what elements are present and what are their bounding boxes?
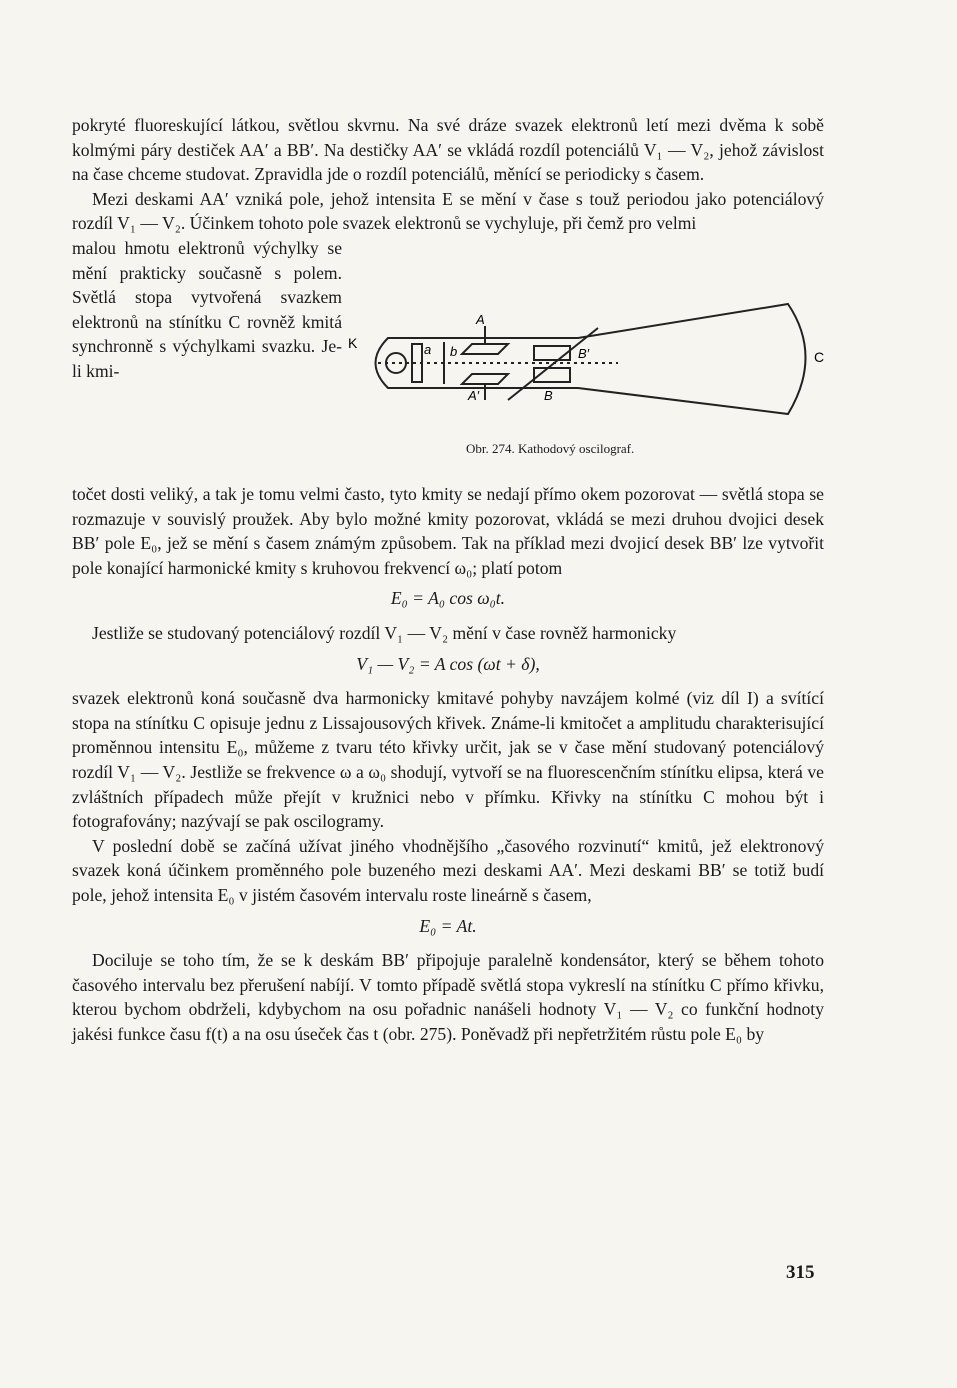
plate-A-prime [462, 374, 508, 384]
label-A: A [476, 312, 485, 327]
label-C: C [814, 349, 825, 365]
equation-1: E₀ = A₀ cos ω₀t. [390, 588, 506, 609]
label-B-prime: B′ [578, 346, 590, 361]
paragraph-3: Jestliže se studovaný potenciálový rozdíl V₁ — V₂ mění v čase rovněž harmonicky [92, 622, 677, 643]
plate-A [462, 344, 508, 354]
page-number: 315 [786, 1262, 815, 1283]
tube-outline [376, 304, 806, 414]
label-b: b [450, 344, 458, 359]
label-B: B [544, 388, 553, 403]
label-a: a [424, 342, 432, 357]
label-K: K [348, 335, 358, 351]
label-A-prime: A′ [468, 388, 480, 403]
equation-2: V₁ — V₂ = A cos (ωt + δ), [356, 653, 540, 674]
paragraph-2c: točet dosti veliký, a tak je tomu velmi často, tyto kmity se nedají přímo okem pozorovat — světlá stopa se rozmazuje v souvislý proužek. Aby bylo možné kmity pozorovat, vkládá se mezi druhou dvojici desek BB′ pole E₀, jež se mění s časem známým způsobem. Tak na příklad mezi dvojicí desek BB′ lze vytvořit pole konající harmonické kmity s kruhovou frekvencí ω₀; platí potom [72, 484, 824, 578]
figure-oscillograph [348, 296, 828, 474]
equation-3: E₀ = At. [419, 915, 477, 936]
cathode [386, 353, 406, 373]
plate-B-prime [534, 346, 570, 360]
oscillograph-diagram [348, 296, 828, 436]
paragraph-1: pokryté fluoreskující látkou, světlou skvrnu. Na své dráze svazek elektronů letí mezi dvěma k sobě kolmými páry destiček AA′ a BB′. Na destičky AA′ se vkládá rozdíl potenciálů V₁ — V₂, jehož závislost na čase chceme studovat. Zpravidla jde o rozdíl potenciálů, měnící se periodicky s časem. [72, 115, 824, 185]
paragraph-5: V poslední době se začíná užívat jiného vhodnějšího „časového rozvinutí“ kmitů, jež elektronový svazek koná účinkem proměnného pole buzeného mezi deskami AA′. Mezi deskami BB′ se totiž budí pole, jehož intensita E₀ v jistém časovém intervalu roste lineárně s časem, [72, 835, 824, 905]
paragraph-4: svazek elektronů koná současně dva harmonicky kmitavé pohyby navzájem kolmé (viz díl I) a svítící stopa na stínítku C opisuje jednu z Lissajousových křivek. Známe-li kmitočet a amplitudu charakterisující proměnnou intensitu E₀, můžeme z tvaru této křivky určit, jak se v čase mění studovaný potenciálový rozdíl V₁ — V₂. Jestliže se frekvence ω a ω₀ shodují, vytvoří se na fluorescenčním stínítku elipsa, která ve zvláštních případech může přejít v kružnici nebo v přímku. Křivky na stínítku C mohou být i fotografovány; nazývají se pak oscilogramy. [72, 688, 824, 832]
paragraph-2a: Mezi deskami AA′ vzniká pole, jehož intensita E se mění v čase s touž periodou jako potenciálový rozdíl V₁ — V₂. Účinkem tohoto pole svazek elektronů se vychyluje, při čemž pro velmi [72, 188, 824, 234]
figure-caption: Obr. 274. Kathodový oscilograf. [466, 441, 635, 456]
paragraph-6: Dociluje se toho tím, že se k deskám BB′ připojuje paralelně kondensátor, který se během tohoto časového intervalu bez přerušení nabíjí. V tomto případě světlá stopa vykreslí na stínítku C přímo křivku, kterou bychom obdrželi, kdybychom na osu pořadnic nanášeli hodnoty V₁ — V₂ co funkční hodnoty jakési funkce času f(t) a na osu úseček čas t (obr. 275). Poněvadž při nepřetržitém růstu pole E₀ by [72, 950, 824, 1044]
text-block-main [72, 482, 824, 1046]
paragraph-2b: malou hmotu elektronů výchylky se mění prakticky současně s polem. Světlá stopa vytvořená svazkem elektronů na stínítku C rovněž kmitá synchronně s výchylkami svazku. Je-li kmi- [72, 237, 342, 381]
